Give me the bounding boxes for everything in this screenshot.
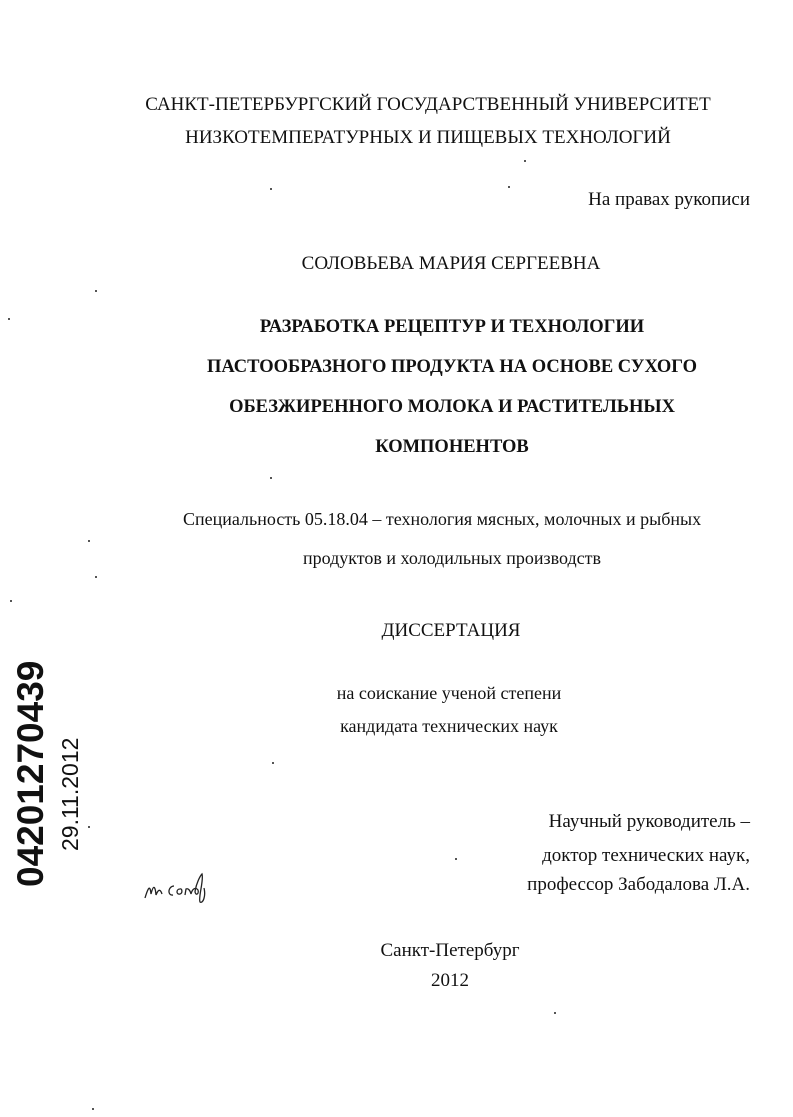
specialty-line-1: Специальность 05.18.04 – технология мясных, молочных и рыбных [183, 509, 702, 529]
scan-speck [95, 290, 97, 292]
scan-speck [455, 858, 457, 860]
degree-line-2: кандидата технических наук [340, 716, 558, 736]
university-line-1: САНКТ-ПЕТЕРБУРГСКИЙ ГОСУДАРСТВЕННЫЙ УНИВЕРСИТЕТ [145, 94, 711, 115]
scan-speck [8, 318, 10, 320]
title-line-3: ОБЕЗЖИРЕННОГО МОЛОКА И РАСТИТЕЛЬНЫХ [229, 397, 675, 417]
registration-number-stamp: 04201270439 [10, 660, 51, 887]
title-line-4: КОМПОНЕНТОВ [375, 437, 529, 457]
signature [142, 868, 222, 908]
scan-speck [92, 1108, 94, 1110]
rights-note: На правах рукописи [588, 189, 750, 210]
registration-date-stamp: 29.11.2012 [57, 737, 83, 851]
author-name: СОЛОВЬЕВА МАРИЯ СЕРГЕЕВНА [301, 253, 601, 274]
degree-line-1: на соискание ученой степени [336, 683, 562, 703]
document-type: ДИССЕРТАЦИЯ [381, 620, 521, 641]
title-line-1: РАЗРАБОТКА РЕЦЕПТУР И ТЕХНОЛОГИИ [259, 317, 645, 337]
scan-speck [524, 160, 526, 162]
scan-speck [272, 762, 274, 764]
scan-speck [88, 540, 90, 542]
scan-speck [270, 477, 272, 479]
scan-speck [554, 1012, 556, 1014]
year: 2012 [431, 970, 469, 991]
scan-speck [508, 186, 510, 188]
city: Санкт-Петербург [380, 940, 520, 961]
university-line-2: НИЗКОТЕМПЕРАТУРНЫХ И ПИЩЕВЫХ ТЕХНОЛОГИЙ [185, 127, 671, 148]
supervisor-line-2: доктор технических наук, [542, 845, 750, 866]
scan-speck [270, 188, 272, 190]
scan-speck [88, 826, 90, 828]
scan-speck [10, 600, 12, 602]
supervisor-line-3: профессор Забодалова Л.А. [527, 874, 750, 895]
supervisor-line-1: Научный руководитель – [548, 811, 750, 832]
title-line-2: ПАСТООБРАЗНОГО ПРОДУКТА НА ОСНОВЕ СУХОГО [206, 357, 698, 377]
specialty-line-2: продуктов и холодильных производств [302, 548, 602, 568]
scan-speck [95, 576, 97, 578]
